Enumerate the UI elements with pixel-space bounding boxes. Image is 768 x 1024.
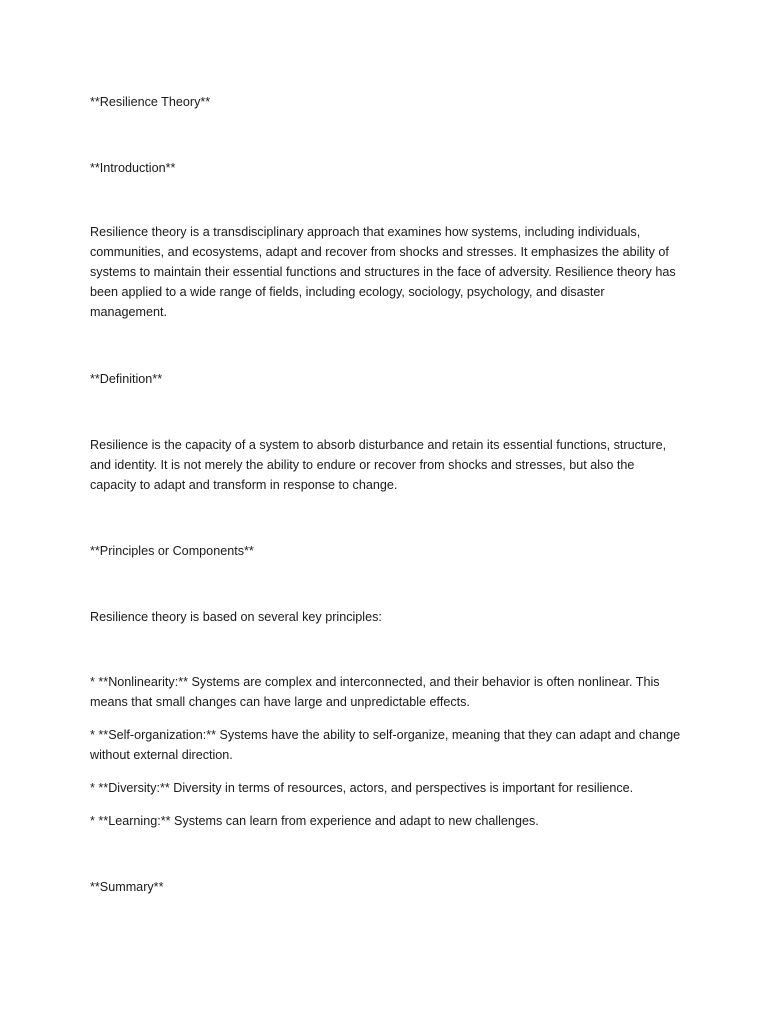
principles-heading: **Principles or Components** bbox=[90, 544, 254, 558]
principle-item-self-organization: * **Self-organization:** Systems have the ability to self-organize, meaning that they can adapt and change without external direction. bbox=[90, 728, 681, 762]
principle-item-diversity: * **Diversity:** Diversity in terms of resources, actors, and perspectives is important for resilience. bbox=[90, 781, 634, 795]
definition-heading: **Definition** bbox=[90, 372, 163, 386]
summary-heading: **Summary** bbox=[90, 880, 164, 894]
document-title: **Resilience Theory** bbox=[90, 95, 211, 109]
introduction-heading: **Introduction** bbox=[90, 161, 176, 175]
principles-intro: Resilience theory is based on several key principles: bbox=[90, 610, 382, 624]
definition-paragraph: Resilience is the capacity of a system to absorb disturbance and retain its essential functions, structure, and identity. It is not merely the ability to endure or recover from shocks and stresses, but also the capacity to adapt and transform in response to change. bbox=[90, 438, 667, 492]
principle-item-nonlinearity: * **Nonlinearity:** Systems are complex and interconnected, and their behavior is often nonlinear. This means that small changes can have large and unpredictable effects. bbox=[90, 675, 660, 709]
principle-item-learning: * **Learning:** Systems can learn from experience and adapt to new challenges. bbox=[90, 814, 539, 828]
introduction-paragraph: Resilience theory is a transdisciplinary approach that examines how systems, including individuals, communities, and ecosystems, adapt and recover from shocks and stresses. It emphasizes the ability of systems to maintain their essential functions and structures in the face of adversity. Resilience theory has been applied to a wide range of fields, including ecology, sociology, psychology, and disaster management. bbox=[90, 225, 676, 319]
